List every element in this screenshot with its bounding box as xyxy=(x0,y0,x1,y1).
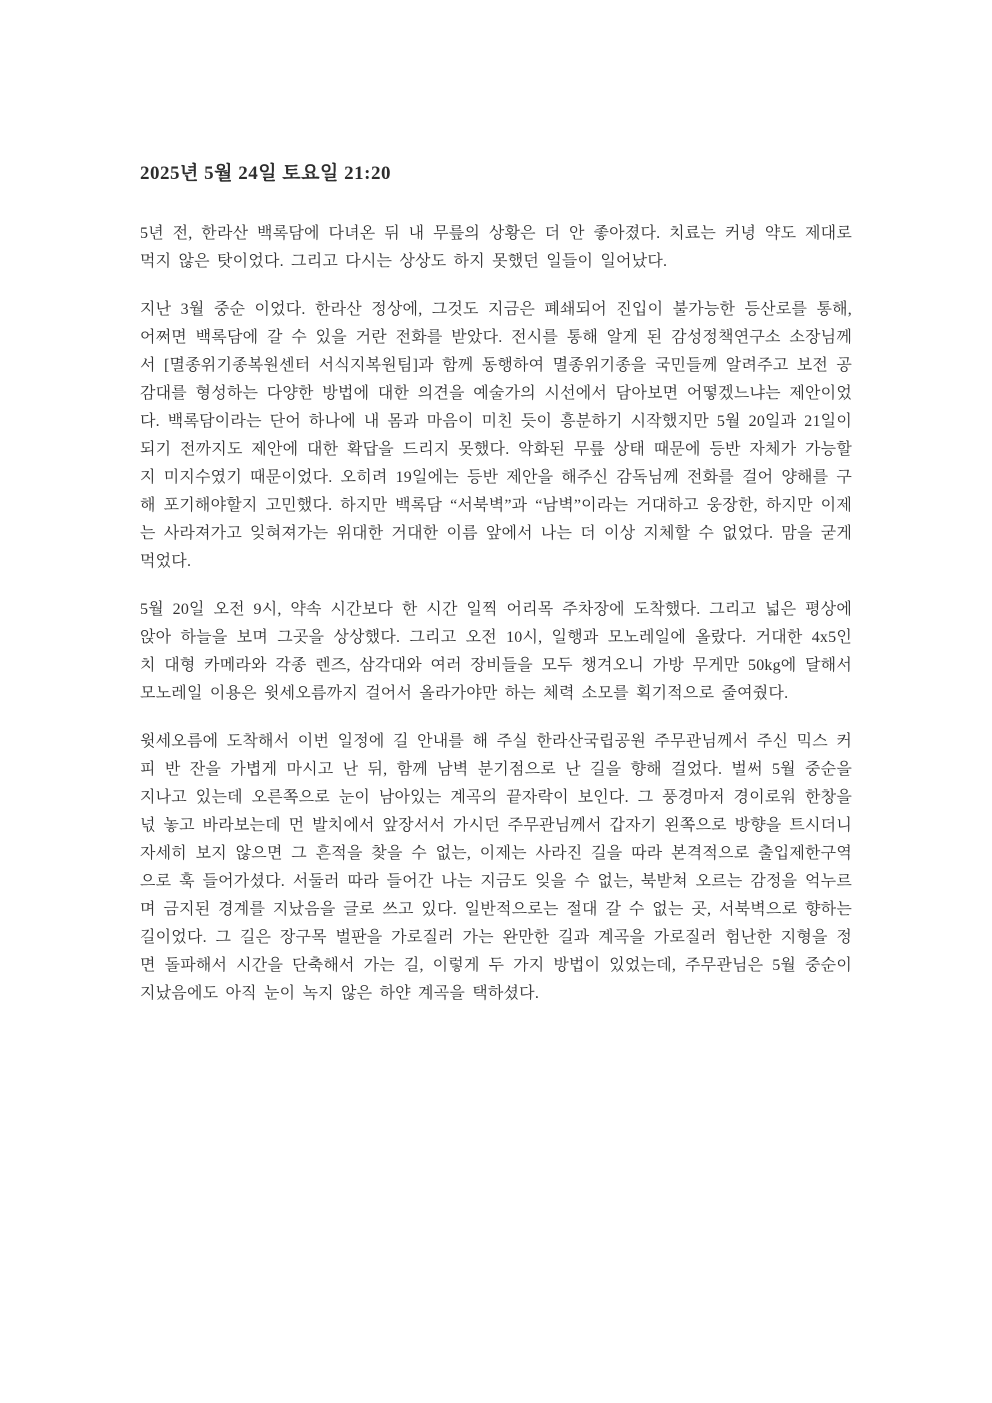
text-line: 는 사라져가고 잊혀져가는 위대한 거대한 이름 앞에서 나는 더 이상 지체할 수 없었다. 맘을 굳게 xyxy=(140,525,852,542)
text-line: 모노레일 이용은 윗세오름까지 걸어서 올라가야만 하는 체력 소모를 획기적으로 줄여줬다. xyxy=(140,685,789,702)
paragraph xyxy=(140,596,852,708)
text-line: 면 돌파해서 시간을 단축해서 가는 길, 이렇게 두 가지 방법이 있었는데, 주무관님은 5월 중순이 xyxy=(140,957,852,974)
text-line: 피 반 잔을 가볍게 마시고 난 뒤, 함께 남벽 분기점으로 난 길을 향해 걸었다. 벌써 5월 중순을 xyxy=(140,761,852,778)
text-line: 먹지 않은 탓이었다. 그리고 다시는 상상도 하지 못했던 일들이 일어났다. xyxy=(140,253,668,270)
text-line: 자세히 보지 않으면 그 흔적을 찾을 수 없는, 이제는 사라진 길을 따라 본격적으로 출입제한구역 xyxy=(140,845,852,862)
text-line: 치 대형 카메라와 각종 렌즈, 삼각대와 여러 장비들을 모두 챙겨오니 가방 무게만 50kg에 달해서 xyxy=(140,657,852,674)
text-line: 며 금지된 경계를 지났음을 글로 쓰고 있다. 일반적으로는 절대 갈 수 없는 곳, 서북벽으로 향하는 xyxy=(140,901,852,918)
text-line: 지 미지수였기 때문이었다. 오히려 19일에는 등반 제안을 해주신 감독님께 전화를 걸어 양해를 구 xyxy=(140,469,852,486)
text-line: 해 포기해야할지 고민했다. 하지만 백록담 “서북벽”과 “남벽”이라는 거대하고 웅장한, 하지만 이제 xyxy=(140,497,852,514)
text-line: 앉아 하늘을 보며 그곳을 상상했다. 그리고 오전 10시, 일행과 모노레일에 올랐다. 거대한 4x5인 xyxy=(140,629,852,646)
text-line: 으로 훅 들어가셨다. 서둘러 따라 들어간 나는 지금도 잊을 수 없는, 북받쳐 오르는 감정을 억누르 xyxy=(140,873,852,890)
text-line: 감대를 형성하는 다양한 방법에 대한 의견을 예술가의 시선에서 담아보면 어떻겠느냐는 제안이었 xyxy=(140,385,852,402)
text-line: 넋 놓고 바라보는데 먼 발치에서 앞장서서 가시던 주무관님께서 갑자기 왼쪽으로 방향을 트시더니 xyxy=(140,817,852,834)
text-line: 지난 3월 중순 이었다. 한라산 정상에, 그것도 지금은 폐쇄되어 진입이 불가능한 등산로를 통해, xyxy=(140,301,852,318)
text-line: 윗세오름에 도착해서 이번 일정에 길 안내를 해 주실 한라산국립공원 주무관님께서 주신 믹스 커 xyxy=(140,733,852,750)
text-line: 지났음에도 아직 눈이 녹지 않은 하얀 계곡을 택하셨다. xyxy=(140,985,540,1002)
text-line: 5년 전, 한라산 백록담에 다녀온 뒤 내 무릎의 상황은 더 안 좋아졌다. 치료는 커녕 약도 제대로 xyxy=(140,225,852,242)
text-line: 먹었다. xyxy=(140,553,192,570)
entry-date-heading: 2025년 5월 24일 토요일 21:20 xyxy=(140,163,391,184)
text-line: 길이었다. 그 길은 장구목 벌판을 가로질러 가는 완만한 길과 계곡을 가로질러 험난한 지형을 정 xyxy=(140,929,852,946)
text-line: 다. 백록담이라는 단어 하나에 내 몸과 마음이 미친 듯이 흥분하기 시작했지만 5월 20일과 21일이 xyxy=(140,413,852,430)
text-line: 어쩌면 백록담에 갈 수 있을 거란 전화를 받았다. 전시를 통해 알게 된 감성정책연구소 소장님께 xyxy=(140,329,852,346)
text-line: 5월 20일 오전 9시, 약속 시간보다 한 시간 일찍 어리목 주차장에 도착했다. 그리고 넓은 평상에 xyxy=(140,601,852,618)
text-line: 되기 전까지도 제안에 대한 확답을 드리지 못했다. 악화된 무릎 상태 때문에 등반 자체가 가능할 xyxy=(140,441,852,458)
page-content xyxy=(140,161,852,1028)
document-body xyxy=(140,220,852,1008)
text-line: 지나고 있는데 오른쪽으로 눈이 남아있는 계곡의 끝자락이 보인다. 그 풍경마저 경이로워 한창을 xyxy=(140,789,852,806)
paragraph xyxy=(140,296,852,576)
paragraph xyxy=(140,728,852,1008)
paragraph xyxy=(140,220,852,276)
text-line: 서 [멸종위기종복원센터 서식지복원팀]과 함께 동행하여 멸종위기종을 국민들께 알려주고 보전 공 xyxy=(140,357,852,374)
